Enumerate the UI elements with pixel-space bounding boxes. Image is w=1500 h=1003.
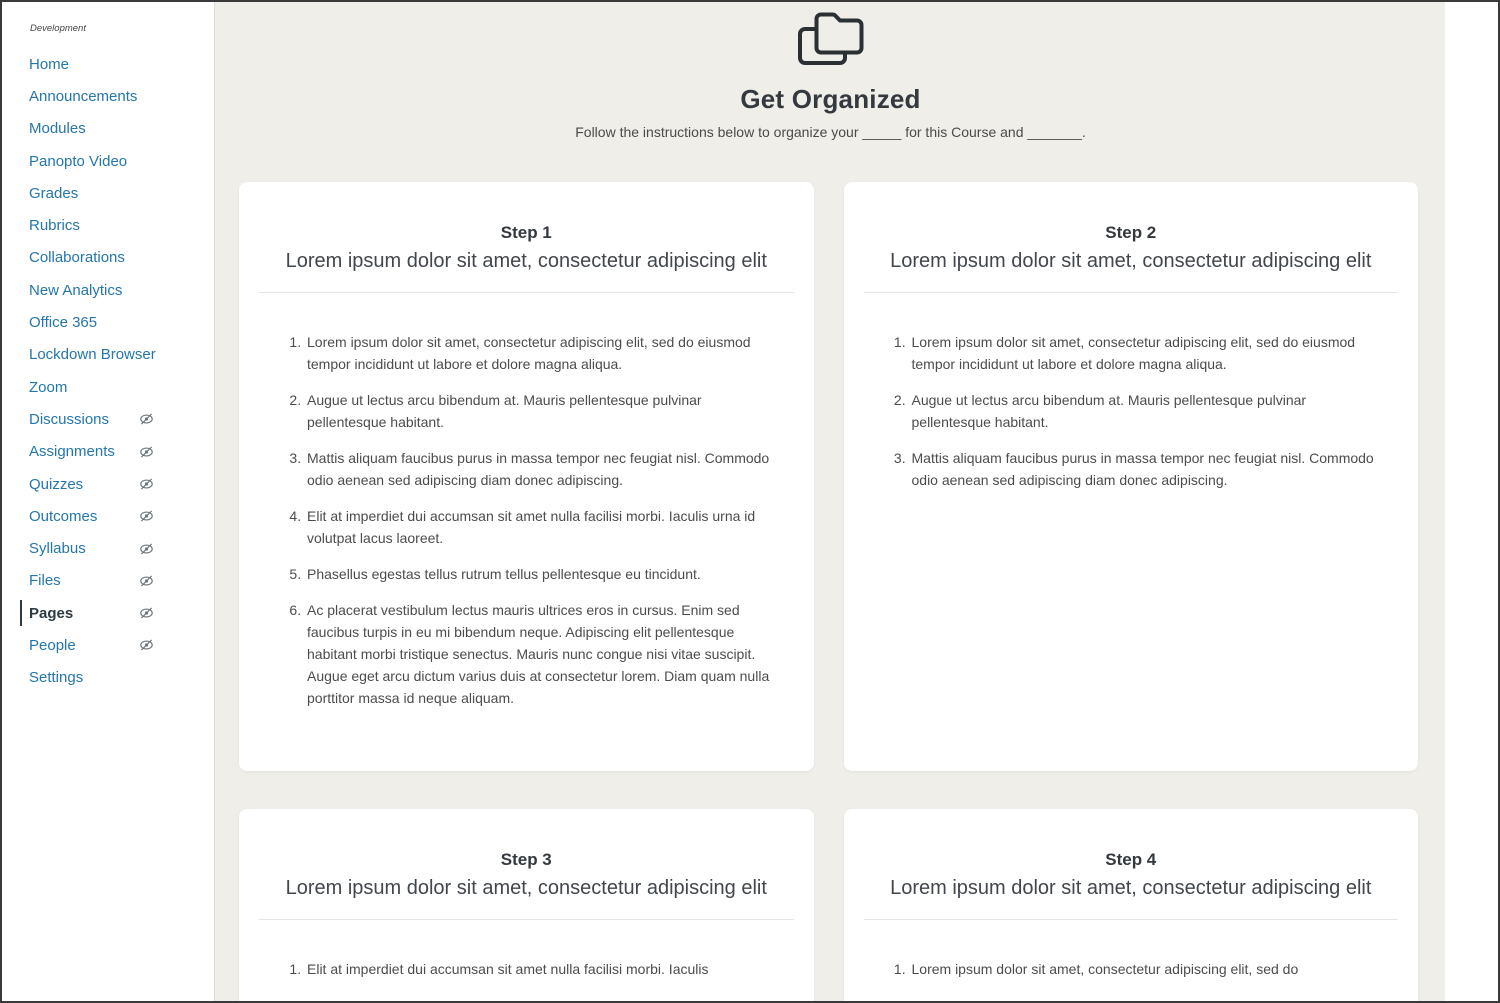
list-item: 3. Mattis aliquam faucibus purus in massa tempor nec feugiat nisl. Commodo odio aenean sed adipiscing diam donec adipiscing. (305, 447, 770, 491)
list-item: 2. Augue ut lectus arcu bibendum at. Mauris pellentesque pulvinar pellentesque habitant. (910, 389, 1375, 433)
sidebar-item-rubrics[interactable]: Rubrics (29, 217, 80, 235)
sidebar-item-office-365[interactable]: Office 365 (29, 314, 98, 332)
course-nav-list (2, 48, 214, 694)
divider (259, 292, 794, 293)
sidebar-item-home[interactable]: Home (29, 55, 70, 73)
step-3-heading: Step 3 (500, 850, 552, 869)
list-item: 5. Phasellus egestas tellus rutrum tellus pellentesque eu tincidunt. (305, 563, 770, 585)
sidebar-item-people[interactable]: People (2, 629, 214, 661)
list-item: 6. Ac placerat vestibulum lectus mauris ultrices eros in cursus. Enim sed faucibus turpis in eu mi bibendum neque. Adipiscing elit pellentesque habitant morbi tristique senectus. Mauris nunc congue nisi vitae suscipit. Augue eget arcu dictum varius duis at consectetur lorem. Diam quam nulla porttitor massa id neque aliquam. (305, 599, 770, 709)
course-name-label: Development (30, 23, 86, 34)
step-4-list (844, 958, 1419, 980)
step-1-list (239, 331, 814, 709)
list-item: 2. Augue ut lectus arcu bibendum at. Mauris pellentesque pulvinar pellentesque habitant. (305, 389, 770, 433)
eye-slash-icon (139, 541, 154, 556)
eye-slash-icon (139, 477, 154, 492)
step-3-subtitle: Lorem ipsum dolor sit amet, consectetur adipiscing elit (285, 877, 767, 899)
page-title: Get Organized (740, 84, 921, 114)
step-3-card (239, 809, 814, 1001)
page-subtitle: Follow the instructions below to organize your _____ for this Course and _______. (575, 124, 1086, 140)
sidebar-item-announcements[interactable]: Announcements (29, 87, 138, 105)
step-2-heading: Step 2 (1105, 223, 1157, 242)
divider (864, 919, 1399, 920)
sidebar-item-outcomes[interactable]: Outcomes (2, 500, 214, 532)
active-indicator (20, 600, 22, 626)
step-4-subtitle: Lorem ipsum dolor sit amet, consectetur adipiscing elit (890, 877, 1372, 899)
step-3-list (239, 958, 814, 980)
sidebar-item-modules[interactable]: Modules (29, 120, 86, 138)
sidebar-item-assignments[interactable]: Assignments (2, 436, 214, 468)
steps-grid (239, 182, 1418, 1001)
eye-slash-icon (139, 509, 154, 524)
step-2-card (844, 182, 1419, 771)
list-item: 1. Lorem ipsum dolor sit amet, consectetur adipiscing elit, sed do eiusmod tempor incididunt ut labore et dolore magna aliqua. (305, 331, 770, 375)
divider (259, 919, 794, 920)
list-item: 3. Mattis aliquam faucibus purus in massa tempor nec feugiat nisl. Commodo odio aenean sed adipiscing diam donec adipiscing. (910, 447, 1375, 491)
sidebar-item-panopto-video[interactable]: Panopto Video (29, 152, 128, 170)
step-4-card (844, 809, 1419, 1001)
sidebar-item-lockdown-browser[interactable]: Lockdown Browser (29, 346, 156, 364)
list-item: 1. Lorem ipsum dolor sit amet, consectetur adipiscing elit, sed do eiusmod tempor incididunt ut labore et dolore magna aliqua. (910, 331, 1375, 375)
sidebar-item-settings[interactable]: Settings (29, 669, 84, 687)
step-1-heading: Step 1 (500, 223, 552, 242)
sidebar-item-pages[interactable]: Pages (2, 597, 214, 629)
sidebar-item-grades[interactable]: Grades (29, 184, 79, 202)
divider (864, 292, 1399, 293)
eye-slash-icon (139, 638, 154, 653)
sidebar-item-quizzes[interactable]: Quizzes (2, 468, 214, 500)
sidebar-item-zoom[interactable]: Zoom (29, 378, 68, 396)
list-item: 1. Lorem ipsum dolor sit amet, consectetur adipiscing elit, sed do (910, 958, 1375, 980)
list-item: 4. Elit at imperdiet dui accumsan sit amet nulla facilisi morbi. Iaculis urna id volutpat lacus laoreet. (305, 505, 770, 549)
sidebar-item-new-analytics[interactable]: New Analytics (29, 281, 123, 299)
step-4-heading: Step 4 (1105, 850, 1157, 869)
sidebar-item-syllabus[interactable]: Syllabus (2, 532, 214, 564)
course-navigation-sidebar (2, 2, 215, 1001)
eye-slash-icon (139, 606, 154, 621)
eye-slash-icon (139, 573, 154, 588)
sidebar-item-files[interactable]: Files (2, 565, 214, 597)
step-1-subtitle: Lorem ipsum dolor sit amet, consectetur adipiscing elit (285, 250, 767, 272)
step-2-list (844, 331, 1419, 491)
eye-slash-icon (139, 444, 154, 459)
folders-icon (796, 10, 866, 67)
page-content (216, 2, 1445, 1001)
sidebar-item-collaborations[interactable]: Collaborations (29, 249, 125, 267)
step-1-card (239, 182, 814, 771)
right-gutter (1445, 2, 1498, 1001)
list-item: 1. Elit at imperdiet dui accumsan sit amet nulla facilisi morbi. Iaculis (305, 958, 770, 980)
page-header (216, 2, 1445, 140)
step-2-subtitle: Lorem ipsum dolor sit amet, consectetur adipiscing elit (890, 250, 1372, 272)
sidebar-item-discussions[interactable]: Discussions (2, 403, 214, 435)
eye-slash-icon (139, 412, 154, 427)
